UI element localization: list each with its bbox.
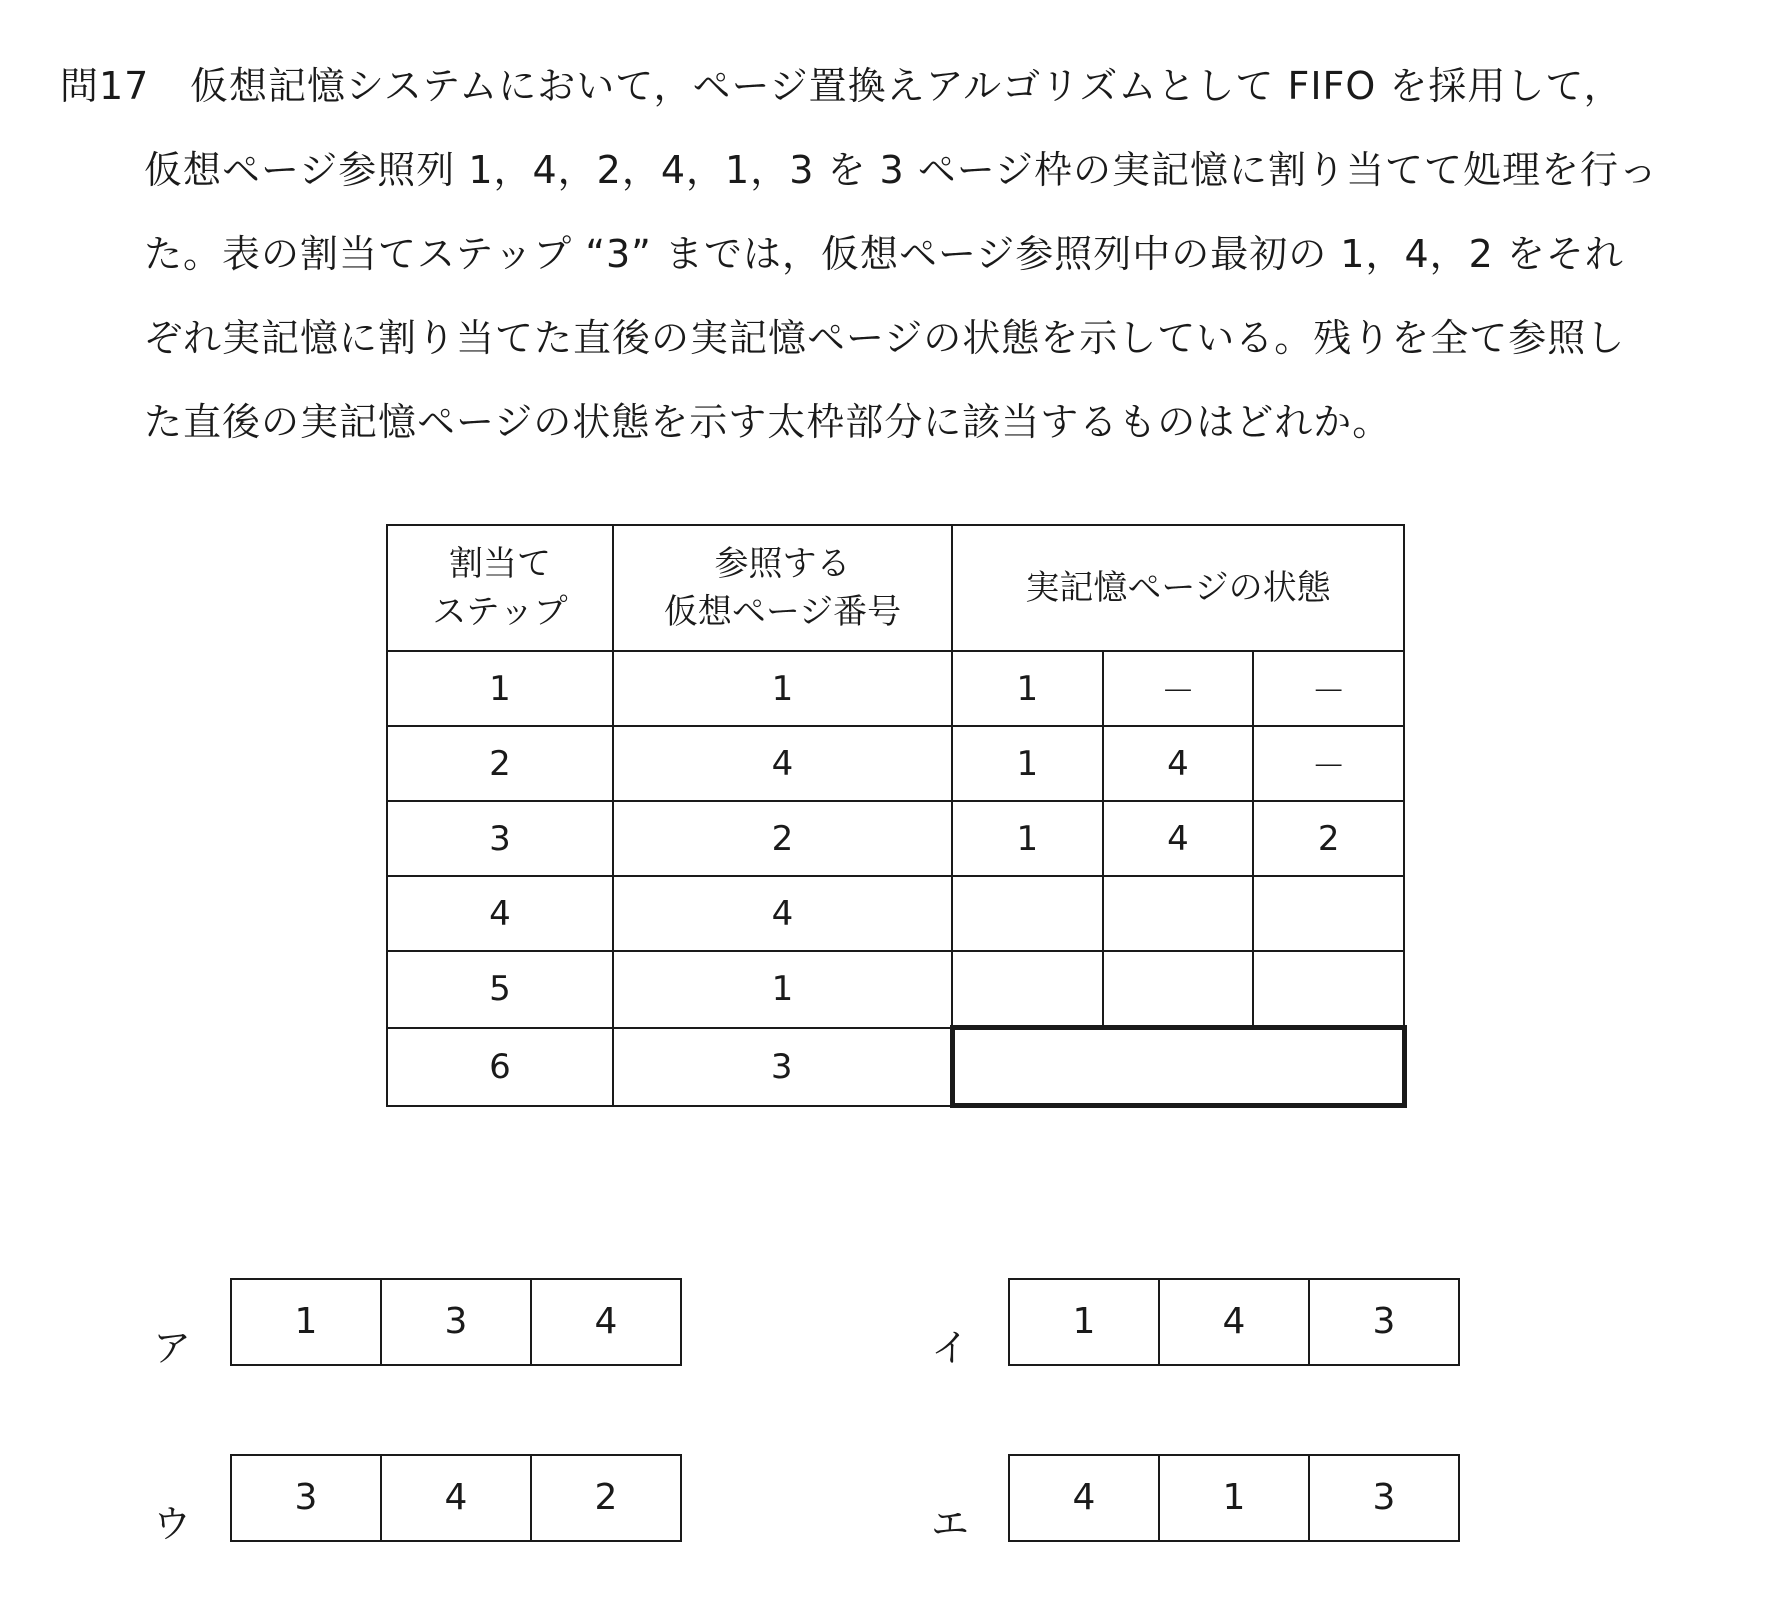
step-cell: 4 — [387, 876, 613, 951]
question-line: 仮想記憶システムにおいて，ページ置換えアルゴリズムとして FIFO を採用して， — [190, 64, 1623, 108]
answer-thick-frame — [952, 1028, 1404, 1106]
step-cell: 5 — [387, 951, 613, 1028]
question — [60, 44, 1740, 464]
choice-value: 4 — [1160, 1280, 1310, 1364]
page-cell: 4 — [613, 876, 952, 951]
memory-cell: 1 — [952, 726, 1103, 801]
choice-value: 4 — [382, 1456, 532, 1540]
table-row — [387, 1028, 1404, 1106]
choice-value: 3 — [232, 1456, 382, 1540]
memory-cell: 4 — [1103, 726, 1254, 801]
memory-cell: 4 — [1103, 801, 1254, 876]
header-step-line1: 割当て — [449, 544, 551, 584]
choice-boxes — [230, 1454, 682, 1542]
choice-label: イ — [930, 1326, 969, 1370]
question-line: ぞれ実記憶に割り当てた直後の実記憶ページの状態を示している。残りを全て参照し — [144, 316, 1626, 360]
step-cell: 3 — [387, 801, 613, 876]
choice-value: 3 — [382, 1280, 532, 1364]
memory-cell — [1103, 951, 1254, 1028]
header-step — [387, 525, 613, 651]
memory-cell — [1103, 876, 1254, 951]
choice-label: ア — [152, 1326, 191, 1370]
table-row — [387, 651, 1404, 726]
memory-cell: － — [1253, 726, 1404, 801]
table-row — [387, 801, 1404, 876]
page-cell: 4 — [613, 726, 952, 801]
allocation-table — [386, 524, 1407, 1108]
choice-value: 3 — [1372, 1301, 1396, 1342]
header-page-line1: 参照する — [714, 544, 851, 584]
memory-cell: 1 — [952, 801, 1103, 876]
step-cell: 2 — [387, 726, 613, 801]
table-header-row — [387, 525, 1404, 651]
question-number: 問17 — [60, 64, 150, 108]
choice-boxes — [1008, 1454, 1460, 1542]
choice-value: 3 — [1372, 1477, 1396, 1518]
memory-cell — [952, 876, 1103, 951]
header-page-line2: 仮想ページ番号 — [663, 592, 902, 632]
question-line: 仮想ページ参照列 1，4，2，4，1，3 を 3 ページ枠の実記憶に割り当てて処理を行っ — [144, 148, 1659, 192]
table-row — [387, 951, 1404, 1028]
choice-label: エ — [930, 1502, 969, 1546]
choice-value: 1 — [1010, 1280, 1160, 1364]
header-memory: 実記憶ページの状態 — [952, 525, 1404, 651]
choice-boxes — [230, 1278, 682, 1366]
step-cell: 1 — [387, 651, 613, 726]
question-line: た直後の実記憶ページの状態を示す太枠部分に該当するものはどれか。 — [144, 400, 1392, 444]
choice-value: 4 — [1010, 1456, 1160, 1540]
page-cell: 3 — [613, 1028, 952, 1106]
memory-cell: － — [1253, 651, 1404, 726]
choice-value: 1 — [232, 1280, 382, 1364]
page-cell: 2 — [613, 801, 952, 876]
memory-cell: 1 — [952, 651, 1103, 726]
choice-boxes — [1008, 1278, 1460, 1366]
page-cell: 1 — [613, 651, 952, 726]
question-line: た。表の割当てステップ “3” までは，仮想ページ参照列中の最初の 1，4，2 をそれ — [144, 232, 1624, 276]
page-cell: 1 — [613, 951, 952, 1028]
step-cell: 6 — [387, 1028, 613, 1106]
memory-cell: － — [1103, 651, 1254, 726]
memory-cell — [1253, 951, 1404, 1028]
memory-cell — [952, 951, 1103, 1028]
choice-value: 2 — [594, 1477, 618, 1518]
memory-cell — [1253, 876, 1404, 951]
header-step-line2: ステップ — [432, 592, 568, 632]
table-row — [387, 726, 1404, 801]
memory-cell: 2 — [1253, 801, 1404, 876]
choice-value: 1 — [1160, 1456, 1310, 1540]
header-page — [613, 525, 952, 651]
table-row — [387, 876, 1404, 951]
choice-label: ウ — [152, 1502, 191, 1546]
choice-value: 4 — [594, 1301, 618, 1342]
